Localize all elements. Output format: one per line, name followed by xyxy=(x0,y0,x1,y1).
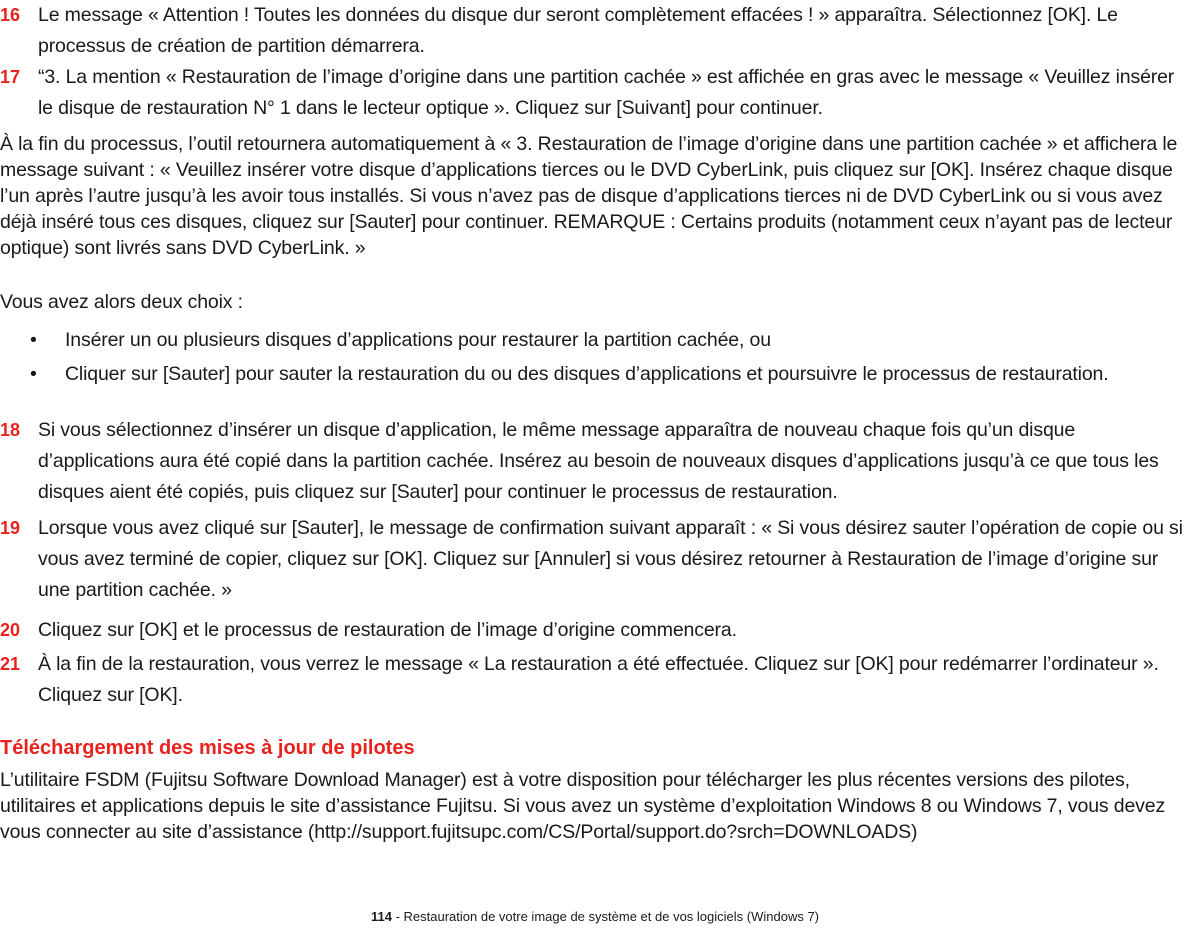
footer-separator: - xyxy=(391,909,404,924)
step-text: Lorsque vous avez cliqué sur [Sauter], le message de confirmation suivant apparaît : « Si vous désirez sauter l’opération de copie ou si vous avez terminé de copier, cliquez sur [OK]. Cliquez sur [Annuler] si vous désirez retourner à Restauration de l’image d’origine sur une partition cachée. » xyxy=(38,517,1183,601)
step-text: Cliquez sur [OK] et le processus de restauration de l’image d’origine commencera. xyxy=(38,619,737,641)
step-number: 17 xyxy=(0,67,21,87)
step-text: À la fin de la restauration, vous verrez le message « La restauration a été effectuée. Cliquez sur [OK] pour redémarrer l’ordinateur ». Cliquez sur [OK]. xyxy=(38,653,1159,706)
bullet-icon: • xyxy=(30,329,37,351)
step-number: 19 xyxy=(0,518,21,538)
section-heading: Téléchargement des mises à jour de pilotes xyxy=(0,737,415,759)
page-footer xyxy=(0,908,1190,926)
bullet-text: Cliquer sur [Sauter] pour sauter la restauration du ou des disques d’applications et poursuivre le processus de restauration. xyxy=(65,363,1109,385)
step-number: 20 xyxy=(0,620,21,640)
bullet-icon: • xyxy=(30,363,37,385)
choices-intro: Vous avez alors deux choix : xyxy=(0,291,243,313)
step-text: Le message « Attention ! Toutes les données du disque dur seront complètement effacées ! » apparaîtra. Sélectionnez [OK]. Le processus de création de partition démarrera. xyxy=(38,4,1118,57)
step-number: 21 xyxy=(0,654,21,674)
footer-title: Restauration de votre image de système et de vos logiciels (Windows 7) xyxy=(403,909,819,924)
bullet-text: Insérer un ou plusieurs disques d’applications pour restaurer la partition cachée, ou xyxy=(65,329,771,351)
section-paragraph: L’utilitaire FSDM (Fujitsu Software Download Manager) est à votre disposition pour télécharger les plus récentes versions des pilotes, utilitaires et applications depuis le site d’assistance Fujitsu. Si vous avez un système d’exploitation Windows 8 ou Windows 7, vous devez vous connecter au site d’assistance (http://support.fujitsupc.com/CS/Portal/support.do?srch=DOWNLOADS) xyxy=(0,769,1166,843)
step-number: 16 xyxy=(0,5,21,25)
page-number: 114 xyxy=(370,909,392,924)
step-text: Si vous sélectionnez d’insérer un disque d’application, le même message apparaîtra de nouveau chaque fois qu’un disque d’applications aura été copié dans la partition cachée. Insérez au besoin de nouveaux disques d’applications jusqu’à ce que tous les disques aient été copiés, puis cliquez sur [Sauter] pour continuer le processus de restauration. xyxy=(38,419,1159,503)
process-end-paragraph: À la fin du processus, l’outil retournera automatiquement à « 3. Restauration de l’image d’origine dans une partition cachée » et affichera le message suivant : « Veuillez insérer votre disque d’applications tierces ou le DVD CyberLink, puis cliquez sur [OK]. Insérez chaque disque l’un après l’autre jusqu’à les avoir tous installés. Si vous n’avez pas de disque d’applications tierces ni de DVD CyberLink ou si vous avez déjà inséré tous ces disques, cliquez sur [Sauter] pour continuer. REMARQUE : Certains produits (notamment ceux n’ayant pas de lecteur optique) sont livrés sans DVD CyberLink. » xyxy=(0,133,1178,259)
step-text: “3. La mention « Restauration de l’image d’origine dans une partition cachée » est affichée en gras avec le message « Veuillez insérer le disque de restauration N° 1 dans le lecteur optique ». Cliquez sur [Suivant] pour continuer. xyxy=(38,66,1175,119)
step-number: 18 xyxy=(0,420,21,440)
